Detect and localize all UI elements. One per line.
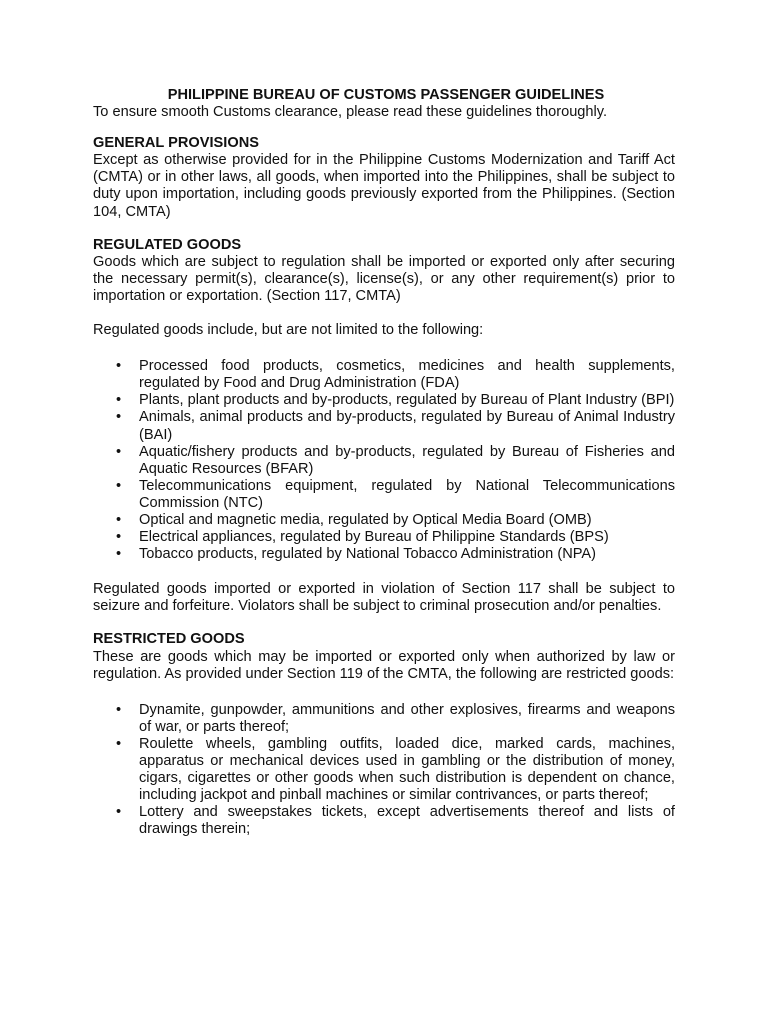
bullet-icon: •	[116, 529, 122, 546]
list-item: • Optical and magnetic media, regulated by Optical Media Board (OMB)	[116, 511, 592, 528]
regulated-goods-heading: REGULATED GOODS	[93, 236, 242, 253]
document-page	[93, 84, 675, 838]
bullet-icon: •	[116, 409, 122, 426]
restricted-goods-text: These are goods which may be imported or exported only when authorized by law or regulation. As provided under Section 119 of the CMTA, the following are restricted goods:	[93, 648, 675, 682]
regulated-goods-list-intro: Regulated goods include, but are not limited to the following:	[93, 322, 484, 339]
general-provisions-heading: GENERAL PROVISIONS	[93, 135, 259, 152]
bullet-icon: •	[116, 701, 122, 718]
list-item: • Tobacco products, regulated by National Tobacco Administration (NPA)	[116, 546, 596, 563]
regulated-goods-list	[93, 358, 675, 563]
document-title: PHILIPPINE BUREAU OF CUSTOMS PASSENGER GUIDELINES	[167, 87, 605, 103]
bullet-icon: •	[116, 735, 122, 752]
list-item: • Processed food products, cosmetics, medicines and health supplements, regulated by Food and Drug Administration (FDA)	[116, 358, 675, 392]
bullet-icon: •	[116, 392, 122, 409]
list-item: • Animals, animal products and by-products, regulated by Bureau of Animal Industry (BAI)	[116, 409, 675, 443]
list-item: • Dynamite, gunpowder, ammunitions and other explosives, firearms and weapons of war, or parts thereof;	[116, 701, 675, 735]
bullet-icon: •	[116, 546, 122, 563]
bullet-icon: •	[116, 511, 122, 528]
bullet-icon: •	[116, 477, 122, 494]
bullet-icon: •	[116, 443, 122, 460]
list-item: • Aquatic/fishery products and by-products, regulated by Bureau of Fisheries and Aquatic Resources (BFAR)	[116, 443, 675, 477]
regulated-goods-violation-text: Regulated goods imported or exported in violation of Section 117 shall be subject to seizure and forfeiture. Violators shall be subject to criminal prosecution and/or penalties.	[93, 581, 675, 615]
regulated-goods-text: Goods which are subject to regulation shall be imported or exported only after securing the necessary permit(s), clearance(s), license(s), or any other requirement(s) prior to importation or exportation. (Section 117, CMTA)	[93, 253, 675, 304]
restricted-goods-list	[93, 702, 675, 839]
list-item: • Roulette wheels, gambling outfits, loaded dice, marked cards, machines, apparatus or mechanical devices used in gambling or the distribution of money, cigars, cigarettes or other goods when such distribution is dependent on chance, including jackpot and pinball machines or similar contrivances, or parts thereof;	[116, 735, 675, 804]
list-item: • Electrical appliances, regulated by Bureau of Philippine Standards (BPS)	[116, 529, 609, 546]
bullet-icon: •	[116, 804, 122, 821]
list-item: • Lottery and sweepstakes tickets, except advertisements thereof and lists of drawings therein;	[116, 804, 675, 838]
restricted-goods-heading: RESTRICTED GOODS	[93, 631, 245, 648]
list-item: • Telecommunications equipment, regulated by National Telecommunications Commission (NTC)	[116, 477, 675, 511]
list-item: • Plants, plant products and by-products, regulated by Bureau of Plant Industry (BPI)	[116, 392, 675, 409]
general-provisions-text: Except as otherwise provided for in the Philippine Customs Modernization and Tariff Act (CMTA) or in other laws, all goods, when imported into the Philippines, shall be subject to duty upon importation, including goods previously exported from the Philippines. (Section 104, CMTA)	[93, 152, 675, 220]
intro-paragraph: To ensure smooth Customs clearance, please read these guidelines thoroughly.	[93, 104, 608, 121]
bullet-icon: •	[116, 358, 122, 375]
